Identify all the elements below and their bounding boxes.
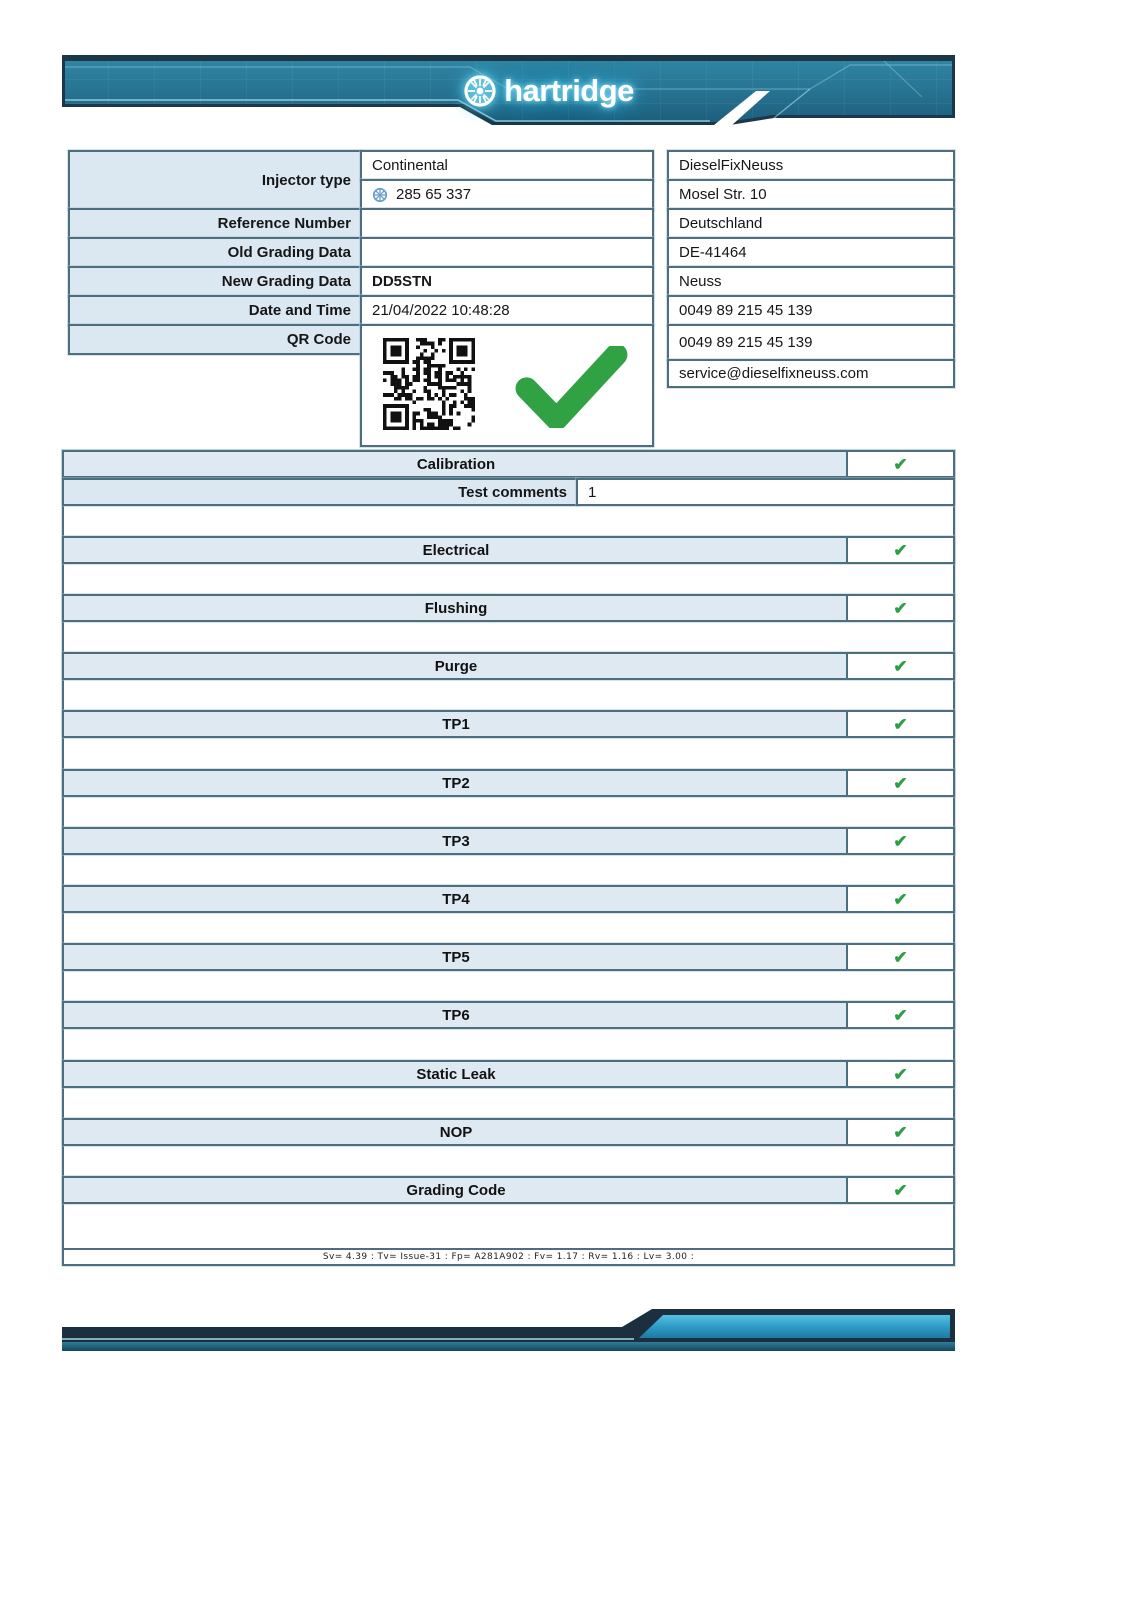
test-status-cell [846,538,953,562]
old-grading-value [360,237,654,268]
test-comments-value: 1 [576,478,955,506]
test-status-cell [846,945,953,969]
check-icon: ✔ [893,889,908,909]
part-wheel-icon [372,187,388,203]
test-row-flushing [62,594,955,622]
test-label: Flushing [424,599,488,617]
label-new-grading: New Grading Data [68,266,362,297]
test-row-grading-code [62,1176,955,1204]
date-time-value: 21/04/2022 10:48:28 [360,295,654,326]
wheel-icon [462,73,498,109]
workshop-postcode: DE-41464 [667,237,955,268]
brand-name: hartridge [504,73,634,108]
test-row-tp2 [62,769,955,797]
test-row-tp5 [62,943,955,971]
test-status-cell [846,1120,953,1144]
test-status-cell [846,596,953,620]
workshop-city: Neuss [667,266,955,297]
test-row-tp1 [62,710,955,738]
test-label: Grading Code [406,1181,506,1199]
test-row-purge [62,652,955,680]
test-row-electrical [62,536,955,564]
label-qr-code: QR Code [68,324,362,355]
test-status-cell [846,1062,953,1086]
test-label: TP2 [442,774,470,792]
test-row-static-leak [62,1060,955,1088]
test-label: TP1 [442,715,470,733]
injector-part-number: 285 65 337 [360,179,654,210]
check-icon: ✔ [893,656,908,676]
check-icon: ✔ [893,1005,908,1025]
reference-value [360,208,654,239]
test-status-cell [846,712,953,736]
check-icon: ✔ [893,831,908,851]
check-icon: ✔ [893,1122,908,1142]
test-row-tp6 [62,1001,955,1029]
check-icon: ✔ [893,540,908,560]
label-reference-number: Reference Number [68,208,362,239]
qr-check-cell [360,324,654,447]
test-status-cell [846,771,953,795]
test-status-cell [846,887,953,911]
workshop-phone-2: 0049 89 215 45 139 [667,324,955,361]
test-label: NOP [439,1123,473,1141]
test-label: Electrical [422,541,490,559]
label-old-grading: Old Grading Data [68,237,362,268]
test-row-tp4 [62,885,955,913]
test-label: Static Leak [416,1065,496,1083]
test-status-cell [846,452,953,476]
test-label: TP5 [442,948,470,966]
check-icon: ✔ [893,598,908,618]
check-icon: ✔ [893,454,908,474]
check-icon: ✔ [893,1064,908,1084]
workshop-name: DieselFixNeuss [667,150,955,181]
test-comments-label: Test comments [62,478,578,506]
test-row-calibration [62,450,955,478]
test-status-cell [846,1178,953,1202]
label-date-time: Date and Time [68,295,362,326]
new-grading-value: DD5STN [360,266,654,297]
version-info: Sv= 4.39 : Tv= Issue-31 : Fp= A281A902 : Fv= 1.17 : Rv= 1.16 : Lv= 3.00 : [62,1248,955,1266]
check-icon: ✔ [893,1180,908,1200]
test-label: TP6 [442,1006,470,1024]
workshop-street: Mosel Str. 10 [667,179,955,210]
test-label: TP3 [442,832,470,850]
check-icon: ✔ [893,773,908,793]
check-icon: ✔ [893,714,908,734]
test-label: Calibration [416,455,496,473]
test-label: Purge [434,657,478,675]
brand-logo [348,68,748,114]
test-status-cell [846,829,953,853]
workshop-country: Deutschland [667,208,955,239]
qr-code [383,338,475,430]
test-row-tp3 [62,827,955,855]
check-icon: ✔ [893,947,908,967]
test-status-cell [846,1003,953,1027]
injector-make: Continental [360,150,654,181]
workshop-phone-1: 0049 89 215 45 139 [667,295,955,326]
footer-banner [62,1300,955,1352]
big-check-icon [513,346,629,428]
test-label: TP4 [442,890,470,908]
workshop-email: service@dieselfixneuss.com [667,359,955,388]
label-injector-type: Injector type [68,150,362,210]
test-status-cell [846,654,953,678]
test-row-nop [62,1118,955,1146]
